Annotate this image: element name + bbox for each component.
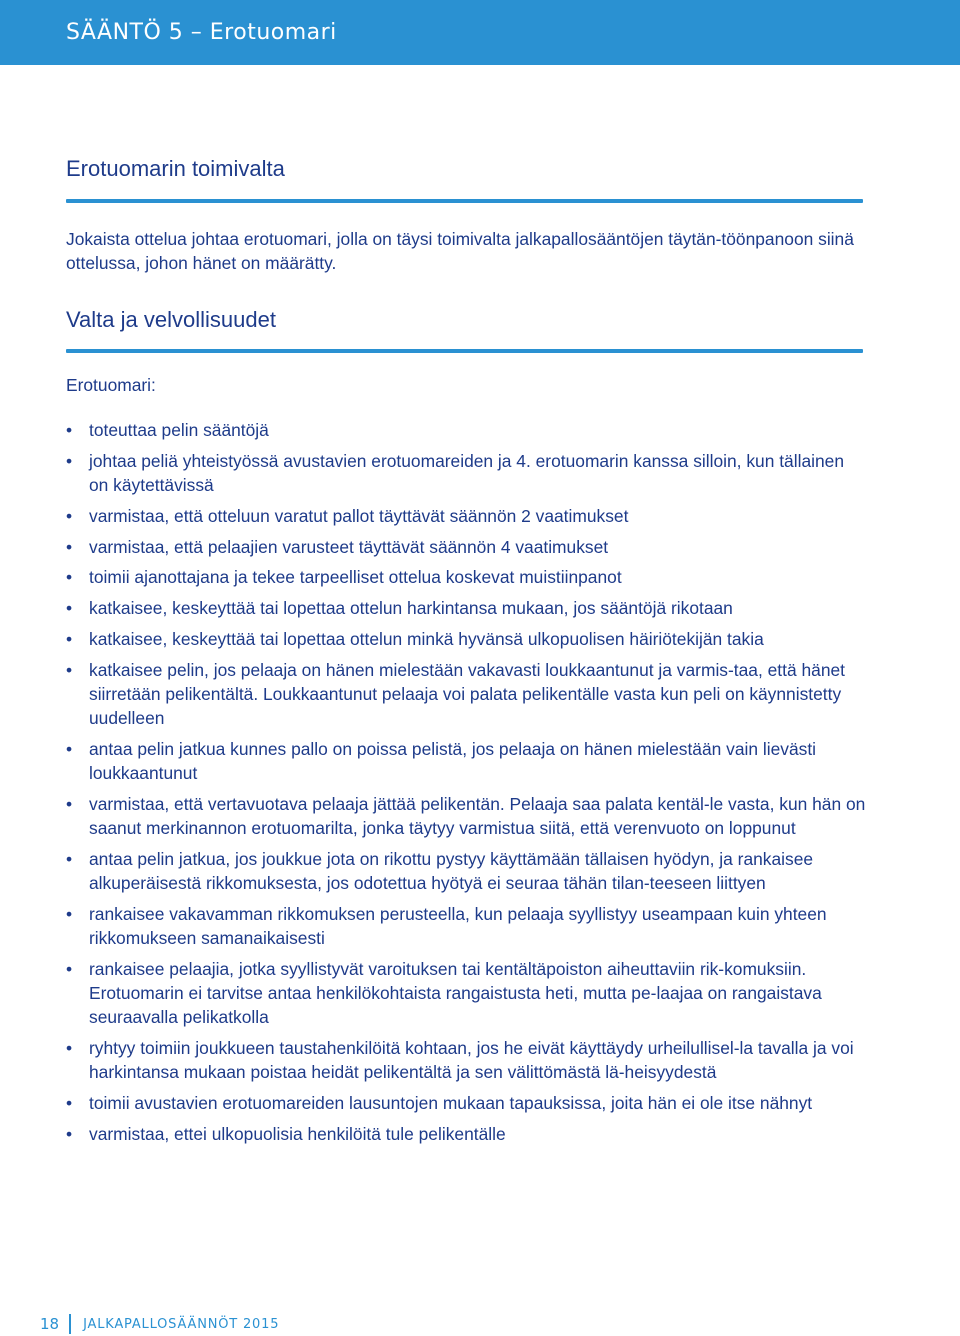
list-item xyxy=(66,504,866,528)
list-item xyxy=(66,847,866,895)
list-item-text: katkaisee, keskeyttää tai lopettaa ottelun minkä hyvänsä ulkopuolisen häiriötekijän takia xyxy=(89,628,764,649)
list-item-text: varmistaa, että otteluun varatut pallot täyttävät säännön 2 vaatimukset xyxy=(89,505,629,526)
list-item xyxy=(66,902,866,950)
list-item-text: johtaa peliä yhteistyössä avustavien erotuomareiden ja 4. erotuomarin kanssa silloin, kun tällainen on käytettävissä xyxy=(89,450,844,495)
list-item xyxy=(66,535,866,559)
list-item xyxy=(66,1122,866,1146)
bullet-icon: • xyxy=(66,536,73,557)
bullet-icon: • xyxy=(66,1123,73,1144)
bullet-icon: • xyxy=(66,505,73,526)
bullet-icon: • xyxy=(66,1093,73,1114)
list-item xyxy=(66,792,866,840)
section-divider xyxy=(66,199,863,203)
bullet-icon: • xyxy=(66,598,73,619)
authority-paragraph: Jokaista ottelua johtaa erotuomari, jolla on täysi toimivalta jalkapallosääntöjen täytän-töönpanoon siinä ottelussa, johon hänet on määrätty. xyxy=(66,229,854,273)
rule-title: SÄÄNTÖ 5 – Erotuomari xyxy=(66,20,337,45)
list-item xyxy=(66,565,866,589)
page-footer xyxy=(40,1313,279,1335)
bullet-icon: • xyxy=(66,420,73,440)
bullet-icon: • xyxy=(66,1038,73,1059)
list-item-text: varmistaa, että pelaajien varusteet täyttävät säännön 4 vaatimukset xyxy=(89,536,609,557)
list-item xyxy=(66,737,866,785)
list-item-text: katkaisee, keskeyttää tai lopettaa ottelun harkintansa mukaan, jos sääntöjä rikotaan xyxy=(89,598,733,619)
list-item-text: antaa pelin jatkua kunnes pallo on poissa pelistä, jos pelaaja on hänen mielestään vain lievästi loukkaantunut xyxy=(89,738,817,784)
list-item xyxy=(66,449,866,497)
bullet-icon: • xyxy=(66,958,73,979)
section-heading-authority: Erotuomarin toimivalta xyxy=(66,156,285,181)
publication-title: JALKAPALLOSÄÄNNÖT 2015 xyxy=(83,1316,280,1332)
list-item-text: toimii avustavien erotuomareiden lausuntojen mukaan tapauksissa, joita hän ei ole itse nähnyt xyxy=(89,1093,813,1114)
list-item-text: varmistaa, että vertavuotava pelaaja jättää pelikentän. Pelaaja saa palata kentäl-le vasta, kun hän on saanut merkinannon erotuomarilta, jonka täytyy varmistua siitä, että verenvuoto on loppunut xyxy=(89,793,866,839)
bullet-icon: • xyxy=(66,848,73,869)
list-item-text: toteuttaa pelin sääntöjä xyxy=(89,420,269,440)
bullet-icon: • xyxy=(66,450,73,471)
bullet-icon: • xyxy=(66,659,73,680)
list-item-text: antaa pelin jatkua, jos joukkue jota on rikottu pystyy käyttämään tällaisen hyödyn, ja rankaisee alkuperäisestä rikkomuksesta, jos odotettua hyötyä ei seuraa tähän tilan-teeseen liittyen xyxy=(89,848,814,894)
list-item-text: toimii ajanottajana ja tekee tarpeelliset ottelua koskevat muistiinpanot xyxy=(89,567,622,588)
list-item-text: ryhtyy toimiin joukkueen taustahenkilöitä kohtaan, jos he eivät käyttäydy urheilullisel-la tavalla ja voi harkintansa mukaan poistaa heidät pelikentältä ja sen välittömästä lä-heisyydestä xyxy=(89,1038,854,1083)
list-item xyxy=(66,1091,866,1115)
bullet-icon: • xyxy=(66,567,73,588)
bullet-icon: • xyxy=(66,628,73,649)
duties-intro: Erotuomari: xyxy=(66,375,156,395)
bullet-icon: • xyxy=(66,738,73,759)
list-item xyxy=(66,627,866,651)
section-heading-powers: Valta ja velvollisuudet xyxy=(66,307,276,332)
list-item-text: rankaisee vakavamman rikkomuksen perusteella, kun pelaaja syyllistyy useampaan kuin yhteen rikkomukseen samanaikaisesti xyxy=(89,903,827,949)
list-item xyxy=(66,957,866,1030)
section-divider xyxy=(66,349,863,353)
list-item-text: katkaisee pelin, jos pelaaja on hänen mielestään vakavasti loukkaantunut ja varmis-taa, että hänet siirretään pelikentältä. Loukkaantunut pelaaja voi palata pelikentälle vasta kun peli on käynnistetty uudelleen xyxy=(89,659,845,729)
duties-list xyxy=(66,418,866,1153)
footer-divider xyxy=(69,1314,71,1334)
list-item xyxy=(66,658,866,731)
bullet-icon: • xyxy=(66,903,73,924)
list-item xyxy=(66,1036,866,1084)
page-number: 18 xyxy=(40,1315,60,1333)
list-item xyxy=(66,596,866,620)
bullet-icon: • xyxy=(66,793,73,814)
list-item-text: rankaisee pelaajia, jotka syyllistyvät varoituksen tai kentältäpoiston aiheuttaviin rik-komuksiin. Erotuomarin ei tarvitse antaa henkilökohtaista rangaistusta heti, mutta pe-laajaa on rangaistava seuraavalla pelikatkolla xyxy=(89,958,822,1028)
list-item-text: varmistaa, ettei ulkopuolisia henkilöitä tule pelikentälle xyxy=(89,1123,506,1144)
top-banner xyxy=(0,0,960,65)
list-item xyxy=(66,418,866,442)
